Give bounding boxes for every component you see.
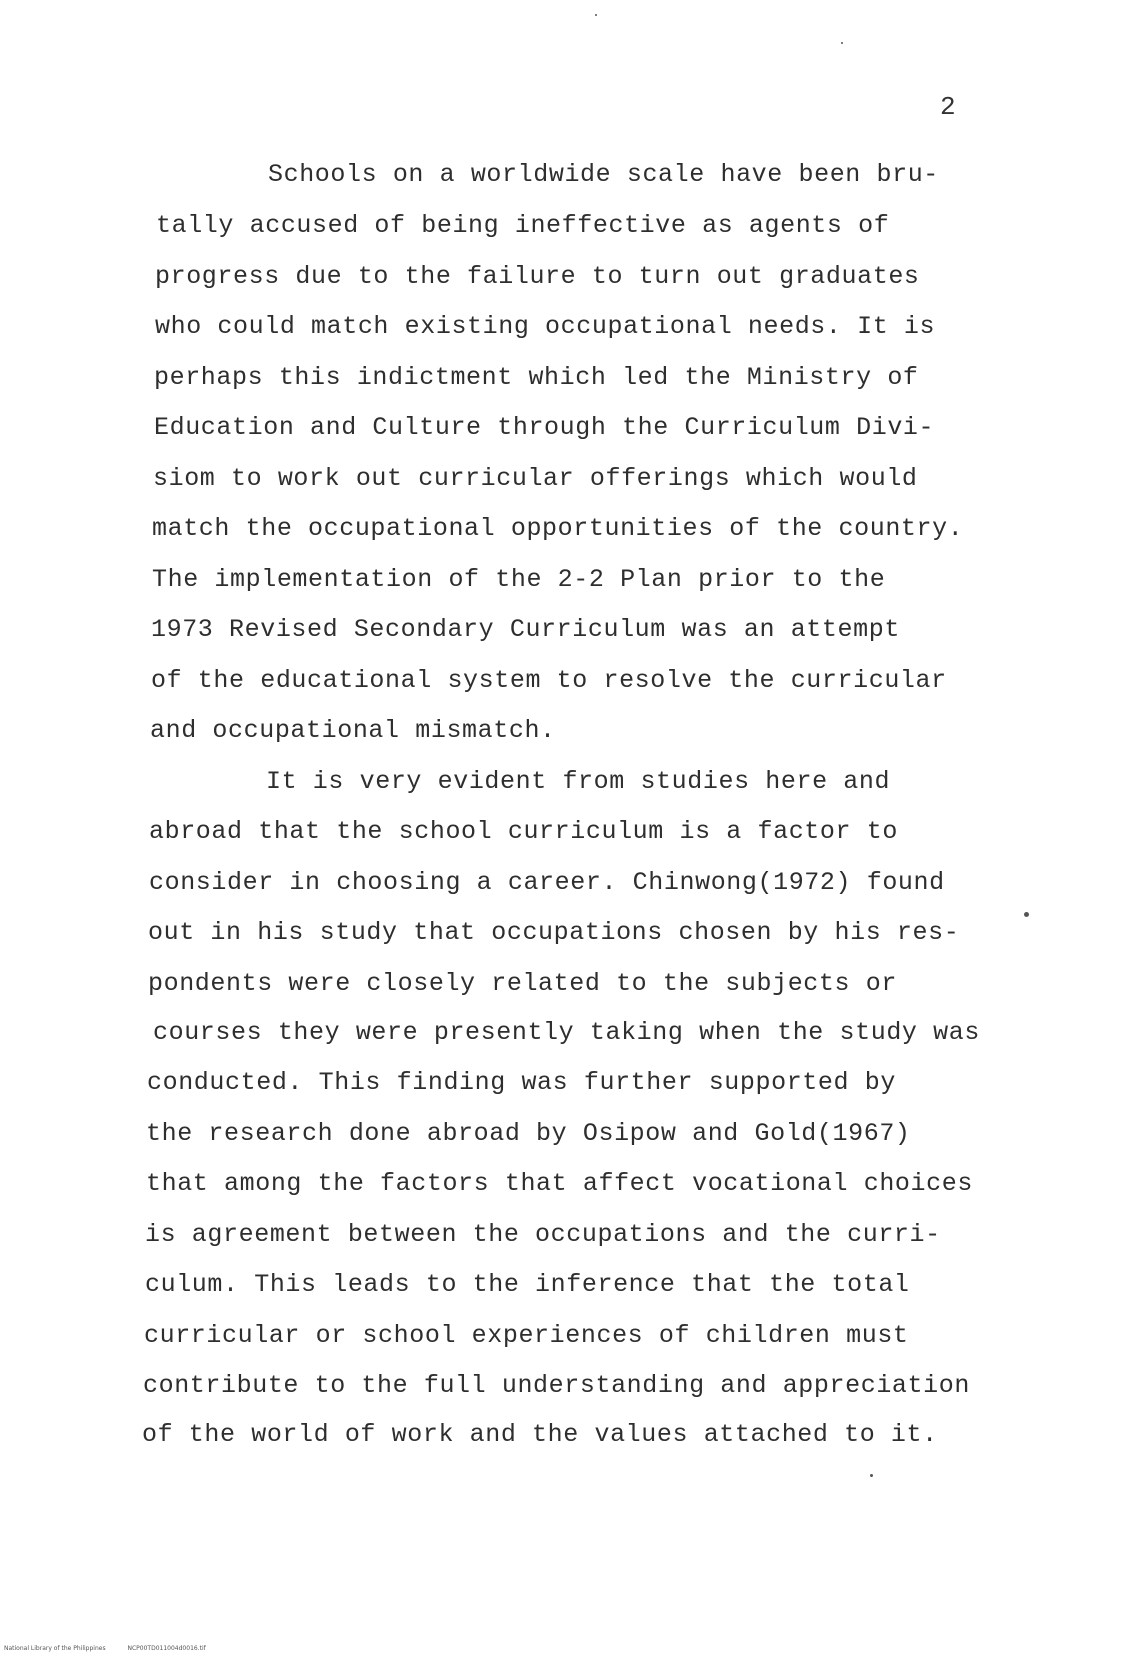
- scan-speck: [595, 14, 597, 16]
- text-line: courses they were presently taking when the study was: [153, 1018, 980, 1047]
- text-line: and occupational mismatch.: [150, 716, 556, 745]
- text-line: who could match existing occupational needs. It is: [155, 312, 936, 341]
- text-line: curricular or school experiences of children must: [144, 1321, 909, 1350]
- text-line: It is very evident from studies here and: [266, 767, 891, 796]
- text-line: the research done abroad by Osipow and Gold(1967): [146, 1119, 911, 1148]
- text-line: siom to work out curricular offerings which would: [153, 464, 918, 493]
- scan-speck: [841, 42, 843, 44]
- text-line: match the occupational opportunities of the country.: [152, 514, 964, 543]
- text-line: of the educational system to resolve the curricular: [151, 666, 947, 695]
- text-line: Education and Culture through the Curriculum Divi-: [154, 413, 935, 442]
- file-id: NCP00TD011004d0016.tif: [127, 1645, 206, 1652]
- text-line: contribute to the full understanding and appreciation: [143, 1371, 970, 1400]
- text-line: that among the factors that affect vocational choices: [146, 1169, 973, 1198]
- text-line: consider in choosing a career. Chinwong(1972) found: [149, 868, 945, 897]
- text-line: progress due to the failure to turn out graduates: [155, 262, 920, 291]
- library-credit: National Library of the Philippines: [4, 1645, 106, 1652]
- page-number: 2: [940, 92, 956, 122]
- text-line: 1973 Revised Secondary Curriculum was an attempt: [151, 615, 900, 644]
- text-line: perhaps this indictment which led the Ministry of: [154, 363, 919, 392]
- text-line: culum. This leads to the inference that the total: [145, 1270, 910, 1299]
- text-line: out in his study that occupations chosen by his res-: [148, 918, 960, 947]
- text-line: is agreement between the occupations and the curri-: [145, 1220, 941, 1249]
- text-line: abroad that the school curriculum is a factor to: [149, 817, 898, 846]
- text-line: of the world of work and the values attached to it.: [142, 1420, 938, 1449]
- text-line: tally accused of being ineffective as agents of: [156, 211, 890, 240]
- text-line: pondents were closely related to the subjects or: [148, 969, 897, 998]
- text-line: Schools on a worldwide scale have been bru-: [268, 160, 939, 189]
- scan-footer: [4, 1645, 226, 1652]
- scan-speck: [870, 1474, 873, 1477]
- scan-speck: [1024, 912, 1029, 917]
- text-line: conducted. This finding was further supported by: [147, 1068, 896, 1097]
- text-line: The implementation of the 2-2 Plan prior to the: [152, 565, 886, 594]
